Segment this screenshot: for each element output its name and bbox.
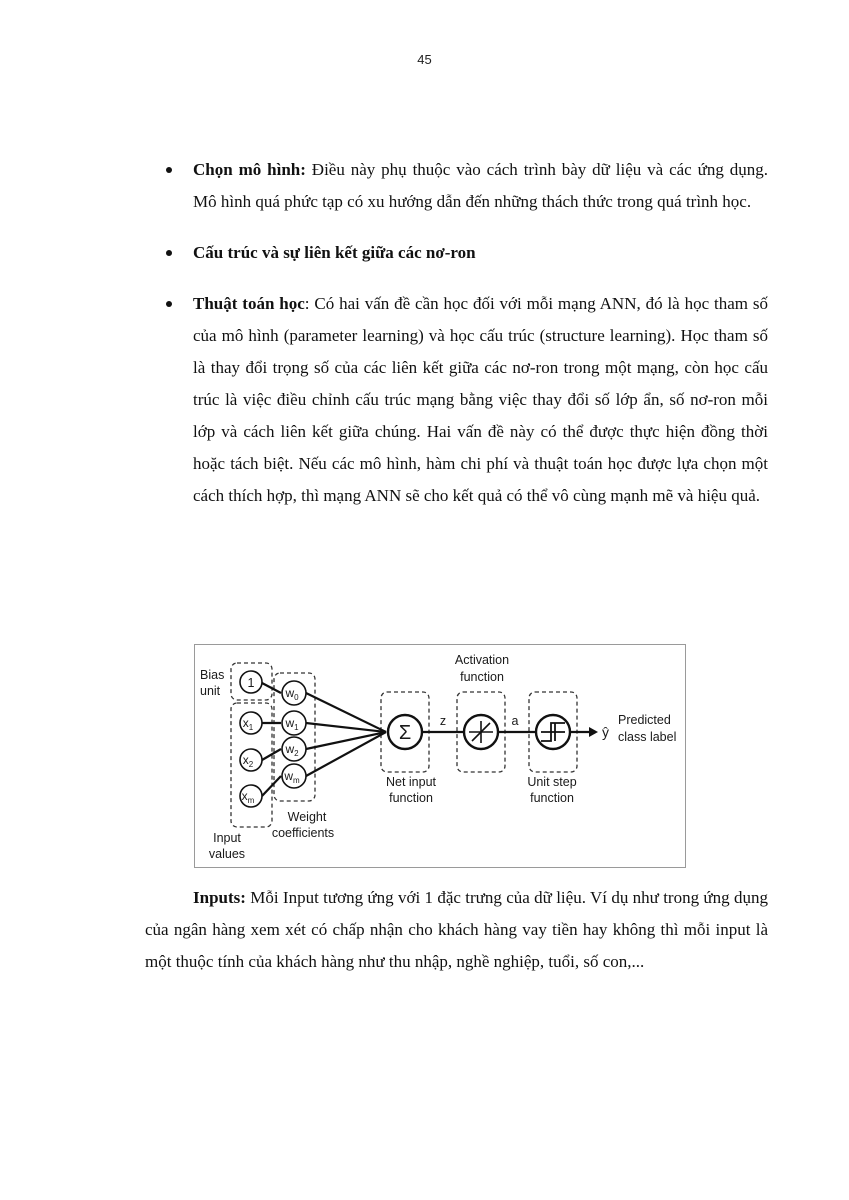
activation-label: function	[460, 670, 504, 684]
bullet-item-structure	[145, 237, 768, 269]
bullet-dot	[166, 250, 172, 256]
input-values-label: values	[208, 847, 246, 861]
a-label: a	[511, 714, 519, 728]
predicted-label: class label	[618, 730, 677, 744]
bullet-list	[145, 154, 768, 512]
input-values-label: Input	[213, 831, 241, 845]
weight-coefficients-label: Weight	[287, 810, 327, 824]
input-symbol: $x_1$	[242, 716, 254, 732]
net-input-label: Net input	[385, 775, 437, 789]
bullet-title: Thuật toán học	[193, 294, 305, 313]
sum-symbol: Σ	[398, 722, 412, 744]
bullet-text: Điều này phụ thuộc vào cách trình bày dữ liệu và các ứng dụng. Mô hình quá phức tạp có xu hướng dẫn đến những thách thức trong quá trình học.	[193, 160, 768, 211]
input-symbol: $x_m$	[241, 789, 255, 805]
step-label: function	[530, 791, 574, 805]
yhat-label: ŷ	[602, 724, 609, 740]
bias-label: unit	[200, 684, 221, 698]
z-label: z	[439, 714, 447, 728]
bullet-dot	[166, 167, 172, 173]
bullet-dot	[166, 301, 172, 307]
paragraph-title: Inputs:	[193, 888, 246, 907]
bullet-item-learning-algorithm	[145, 288, 768, 512]
predicted-label: Predicted	[618, 713, 671, 727]
bullet-title: Cấu trúc và sự liên kết giữa các nơ-ron	[193, 243, 476, 262]
perceptron-diagram	[194, 644, 686, 868]
bullet-title: Chọn mô hình:	[193, 160, 306, 179]
weight-symbol: $w_0$	[285, 686, 299, 702]
page-number: 45	[417, 52, 432, 67]
activation-label: Activation	[454, 653, 510, 667]
weight-symbol: $w_2$	[285, 742, 299, 758]
bullet-text: : Có hai vấn đề cần học đối với mỗi mạng ANN, đó là học tham số của mô hình (parameter learning) và học cấu trúc (structure learning). Học tham số là thay đổi trọng số của các liên kết giữa các nơ-ron trong một mạng, còn học cấu trúc là việc điều chỉnh cấu trúc mạng bằng việc thay đổi số lớp ẩn, số nơ-ron mỗi lớp và cách liên kết giữa chúng. Hai vấn đề này có thể được thực hiện đồng thời hoặc tách biệt. Nếu các mô hình, hàm chi phí và thuật toán học được lựa chọn một cách thích hợp, thì mạng ANN sẽ cho kết quả có thể vô cùng mạnh mẽ và hiệu quả.	[193, 294, 768, 505]
input-symbol: $x_2$	[242, 753, 254, 769]
weight-coefficients-label: coefficients	[271, 826, 335, 840]
weight-symbol: $w_1$	[285, 716, 299, 732]
inputs-paragraph	[145, 882, 768, 978]
net-input-label: function	[389, 791, 433, 805]
bullet-item-model-choice	[145, 154, 768, 218]
bias-label: Bias	[200, 668, 225, 682]
weight-symbol: $w_m$	[284, 769, 300, 785]
paragraph-text: Mỗi Input tương ứng với 1 đặc trưng của dữ liệu. Ví dụ như trong ứng dụng của ngân hàng xem xét có chấp nhận cho khách hàng vay tiền hay không thì mỗi input là một thuộc tính của khách hàng như thu nhập, nghề nghiệp, tuổi, số con,...	[145, 888, 768, 971]
bias-symbol: 1	[247, 676, 255, 690]
step-label: Unit step	[527, 775, 577, 789]
